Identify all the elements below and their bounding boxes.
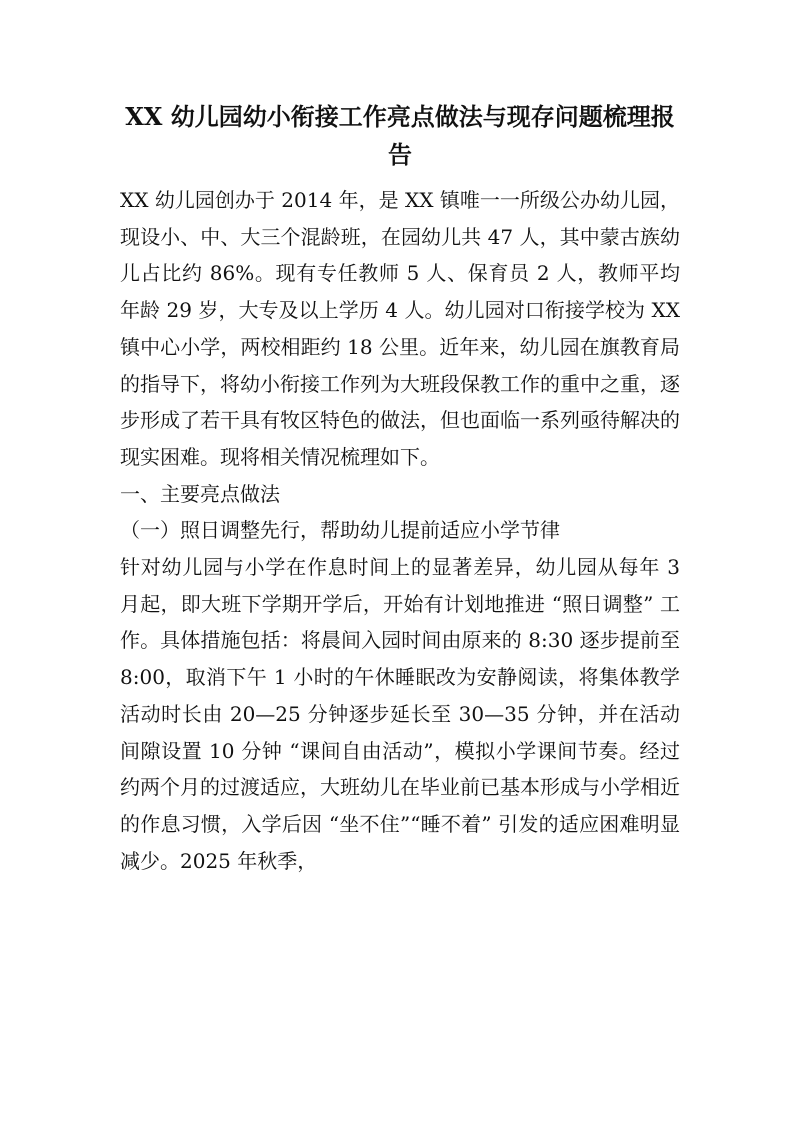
body-paragraph: 针对幼儿园与小学在作息时间上的显著差异，幼儿园从每年 3 月起，即大班下学期开学后，开始有计划地推进 “照日调整” 工作。具体措施包括：将晨间入园时间由原来的 8:30 逐步提前至 8:00，取消下午 1 小时的午休睡眠改为安静阅读，将集体教学活动时长由 20—25 分钟逐步延长至 30—35 分钟，并在活动间隙设置 10 分钟 “课间自由活动”，模拟小学课间节奏。经过约两个月的过渡适应，大班幼儿在毕业前已基本形成与小学相近的作息习惯，入学后因 “坐不住”“睡不着” 引发的适应困难明显减少。2025 年秋季， [120, 555, 680, 873]
section-heading: 一、主要亮点做法 [120, 481, 280, 506]
subsection-heading: （一）照日调整先行，帮助幼儿提前适应小学节律 [120, 518, 560, 543]
document-body [120, 182, 680, 879]
document-title: XX 幼儿园幼小衔接工作亮点做法与现存问题梳理报告 [125, 102, 675, 169]
intro-paragraph: XX 幼儿园创办于 2014 年，是 XX 镇唯一一所级公办幼儿园，现设小、中、大三个混龄班，在园幼儿共 47 人，其中蒙古族幼儿占比约 86%。现有专任教师 5 人、保育员 2 人，教师平均年龄 29 岁，大专及以上学历 4 人。幼儿园对口衔接学校为 XX 镇中心小学，两校相距约 18 公里。近年来，幼儿园在旗教育局的指导下，将幼小衔接工作列为大班段保教工作的重中之重，逐步形成了若干具有牧区特色的做法，但也面临一系列亟待解决的现实困难。现将相关情况梳理如下。 [120, 188, 680, 469]
